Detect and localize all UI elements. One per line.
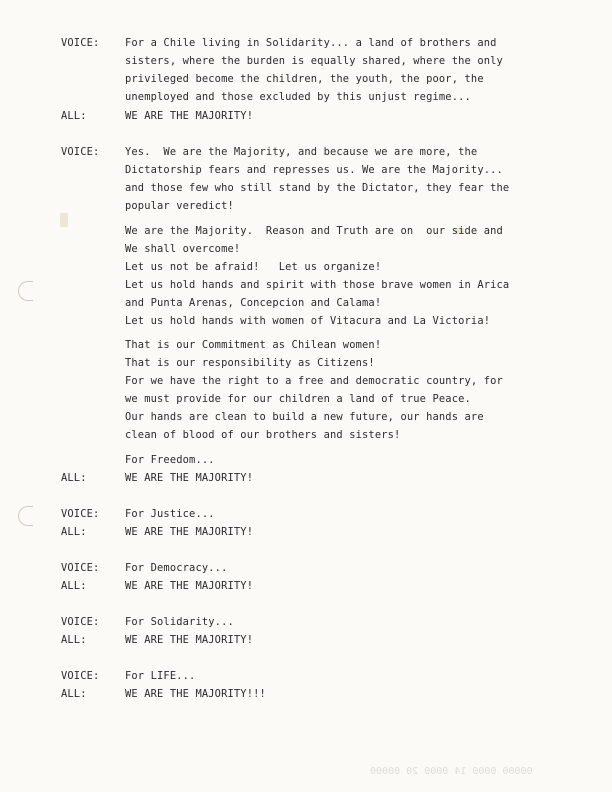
speech-line: For Justice... — [125, 508, 215, 520]
speech-line: Yes. We are the Majority, and because we are more, the — [125, 146, 478, 158]
paper-smudge — [60, 213, 68, 227]
chorus-line: WE ARE THE MAJORITY! — [125, 634, 254, 646]
punch-hole-bottom — [18, 506, 33, 526]
speech-line: Let us hold hands and spirit with those brave women in Arica — [125, 279, 510, 291]
chorus-line: WE ARE THE MAJORITY!!! — [125, 688, 266, 700]
chorus-line: WE ARE THE MAJORITY! — [125, 526, 254, 538]
speech-line: That is our Commitment as Chilean women! — [125, 339, 382, 351]
speaker-all: ALL: — [61, 580, 87, 592]
speaker-all: ALL: — [61, 110, 87, 122]
speaker-all: ALL: — [61, 526, 87, 538]
chorus-line: WE ARE THE MAJORITY! — [125, 472, 254, 484]
speech-line: Let us hold hands with women of Vitacura and La Victoria! — [125, 315, 491, 327]
speaker-voice: VOICE: — [61, 670, 100, 682]
punch-hole-top — [18, 281, 33, 301]
speech-line: For Democracy... — [125, 562, 228, 574]
speaker-all: ALL: — [61, 634, 87, 646]
speech-line: For we have the right to a free and democratic country, for — [125, 375, 503, 387]
speaker-voice: VOICE: — [61, 37, 100, 49]
speech-line: For a Chile living in Solidarity... a land of brothers and — [125, 37, 497, 49]
speech-line: We are the Majority. Reason and Truth are on our side and — [125, 225, 503, 237]
chorus-line: WE ARE THE MAJORITY! — [125, 110, 254, 122]
speech-line: and Punta Arenas, Concepcion and Calama! — [125, 297, 382, 309]
speech-line: Dictatorship fears and represses us. We are the Majority... — [125, 164, 503, 176]
speaker-voice: VOICE: — [61, 146, 100, 158]
speaker-voice: VOICE: — [61, 616, 100, 628]
speaker-all: ALL: — [61, 688, 87, 700]
speaker-all: ALL: — [61, 472, 87, 484]
chorus-line: WE ARE THE MAJORITY! — [125, 580, 254, 592]
speech-line: and those few who still stand by the Dictator, they fear the — [125, 182, 510, 194]
speech-line: Let us not be afraid! Let us organize! — [125, 261, 382, 273]
speech-line: That is our responsibility as Citizens! — [125, 357, 375, 369]
bleed-through-text: 00000 0000 14 0000 20 00000 — [370, 766, 533, 777]
speaker-voice: VOICE: — [61, 562, 100, 574]
speech-line: popular veredict! — [125, 200, 234, 212]
speech-line: Our hands are clean to build a new future, our hands are — [125, 411, 484, 423]
speaker-voice: VOICE: — [61, 508, 100, 520]
speech-line: For LIFE... — [125, 670, 196, 682]
speech-line: sisters, where the burden is equally shared, where the only — [125, 55, 503, 67]
speech-line: unemployed and those excluded by this unjust regime... — [125, 91, 471, 103]
speech-line: For Solidarity... — [125, 616, 234, 628]
speech-line: we must provide for our children a land of true Peace. — [125, 393, 471, 405]
speech-line: privileged become the children, the youth, the poor, the — [125, 73, 484, 85]
speech-line: For Freedom... — [125, 454, 215, 466]
speech-line: We shall overcome! — [125, 243, 241, 255]
speech-line: clean of blood of our brothers and sisters! — [125, 429, 401, 441]
